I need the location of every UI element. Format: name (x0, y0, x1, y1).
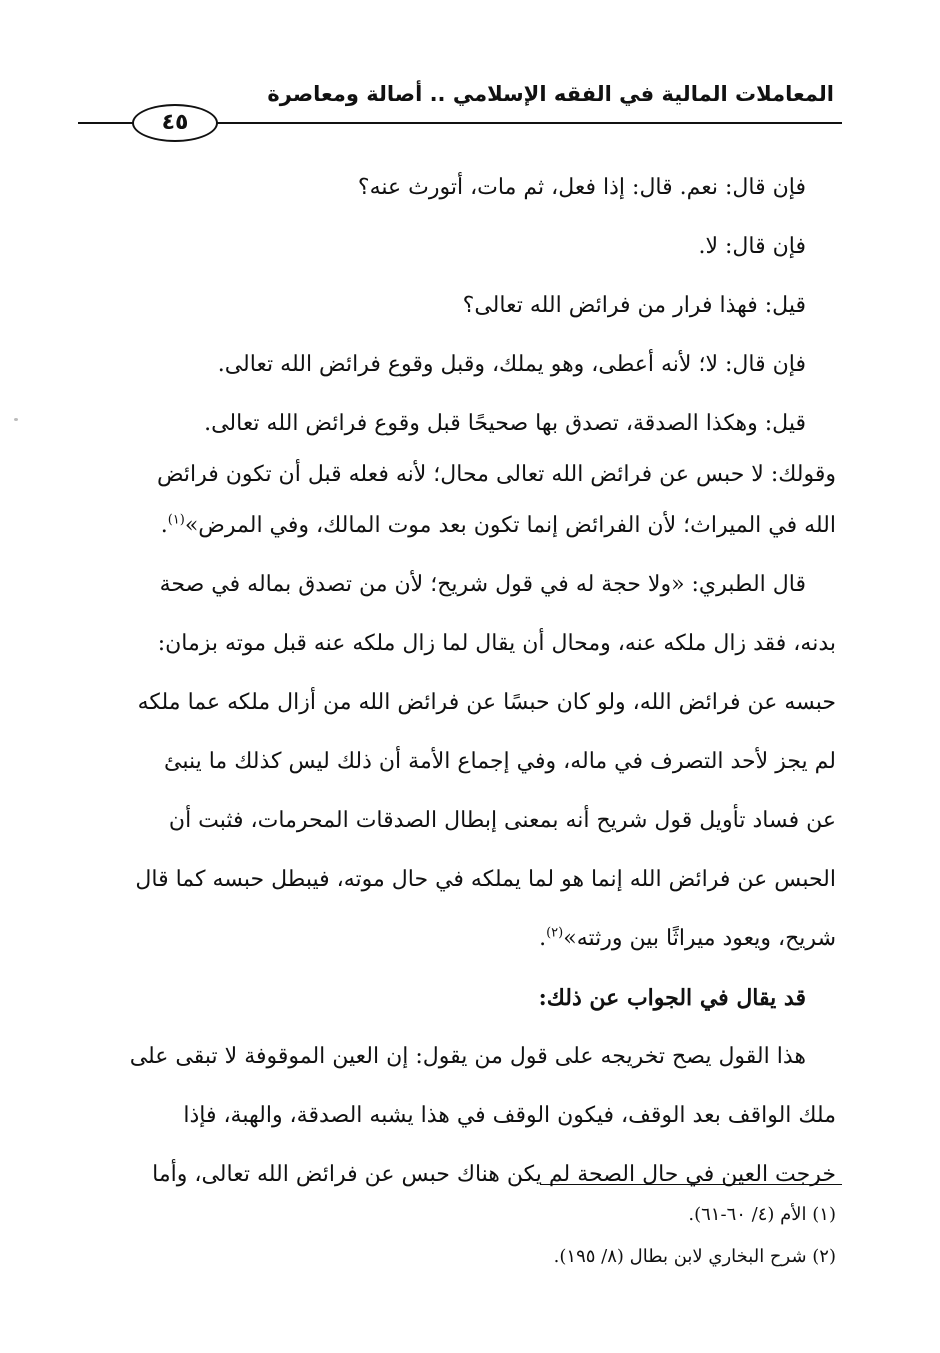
text-line: فإن قال: لا. (698, 234, 806, 259)
footnote-ref-1: (١) (167, 512, 185, 528)
footnote-item: (١) الأم (٤/ ٦٠-٦١). (688, 1204, 836, 1225)
text-line: بدنه، فقد زال ملكه عنه، ومحال أن يقال لما زال ملكه عنه قبل موته بزمان: (157, 631, 836, 656)
text-line: عن فساد تأويل قول شريح أنه بمعنى إبطال الصدقات المحرمات، فثبت أن (168, 808, 836, 833)
text-line: لم يجز لأحد التصرف في ماله، وفي إجماع الأمة أن ذلك ليس كذلك ما ينبئ (164, 749, 836, 774)
text-line: خرجت العين في حال الصحة لم يكن هناك حبس عن فرائض الله تعالى، وأما (152, 1162, 836, 1187)
running-header-title: المعاملات المالية في الفقه الإسلامي .. أصالة ومعاصرة (267, 82, 834, 106)
page-number-badge: ٤٥ (132, 104, 218, 142)
text-line: قيل: فهذا فرار من فرائض الله تعالى؟ (462, 293, 806, 318)
text-line: حبسه عن فرائض الله، ولو كان حبسًا عن فرائض الله من أزال ملكه عما ملكه (137, 690, 836, 715)
period: . (539, 926, 547, 951)
section-heading: قد يقال في الجواب عن ذلك: (538, 985, 806, 1011)
footnote-separator (540, 1184, 842, 1185)
text-line: وقولك: لا حبس عن فرائض الله تعالى محال؛ لأنه فعله قبل أن تكون فرائض (156, 462, 836, 487)
footnotes (76, 1198, 836, 1282)
text-line (76, 915, 836, 974)
scan-speck (14, 418, 18, 421)
text-line: قيل: وهكذا الصدقة، تصدق بها صحيحًا قبل وقوع فرائض الله تعالى. (204, 411, 806, 436)
text-line: الحبس عن فرائض الله إنما هو لما يملكه في حال موته، فيبطل حبسه كما قال (135, 867, 836, 892)
text-line-content: شريح، ويعود ميراثًا بين ورثته» (563, 926, 836, 951)
period: . (160, 513, 168, 538)
footnote-ref-2: (٢) (546, 925, 564, 941)
text-line-content: الله في الميراث؛ لأن الفرائض إنما تكون بعد موت المالك، وفي المرض» (184, 513, 836, 538)
text-line: هذا القول يصح تخريجه على قول من يقول: إن العين الموقوفة لا تبقى على (129, 1044, 806, 1069)
text-line: ملك الواقف بعد الوقف، فيكون الوقف في هذا يشبه الصدقة، والهبة، فإذا (183, 1103, 836, 1128)
main-text (76, 164, 836, 1210)
text-line: قال الطبري: «ولا حجة له في قول شريح؛ لأن من تصدق بماله في صحة (159, 572, 806, 597)
text-line (76, 502, 836, 561)
footnote-item: (٢) شرح البخاري لابن بطال (٨/ ١٩٥). (553, 1246, 836, 1267)
text-line: فإن قال: لا؛ لأنه أعطى، وهو يملك، وقبل وقوع فرائض الله تعالى. (217, 352, 806, 377)
text-line: فإن قال: نعم. قال: إذا فعل، ثم مات، أتورث عنه؟ (357, 175, 806, 200)
